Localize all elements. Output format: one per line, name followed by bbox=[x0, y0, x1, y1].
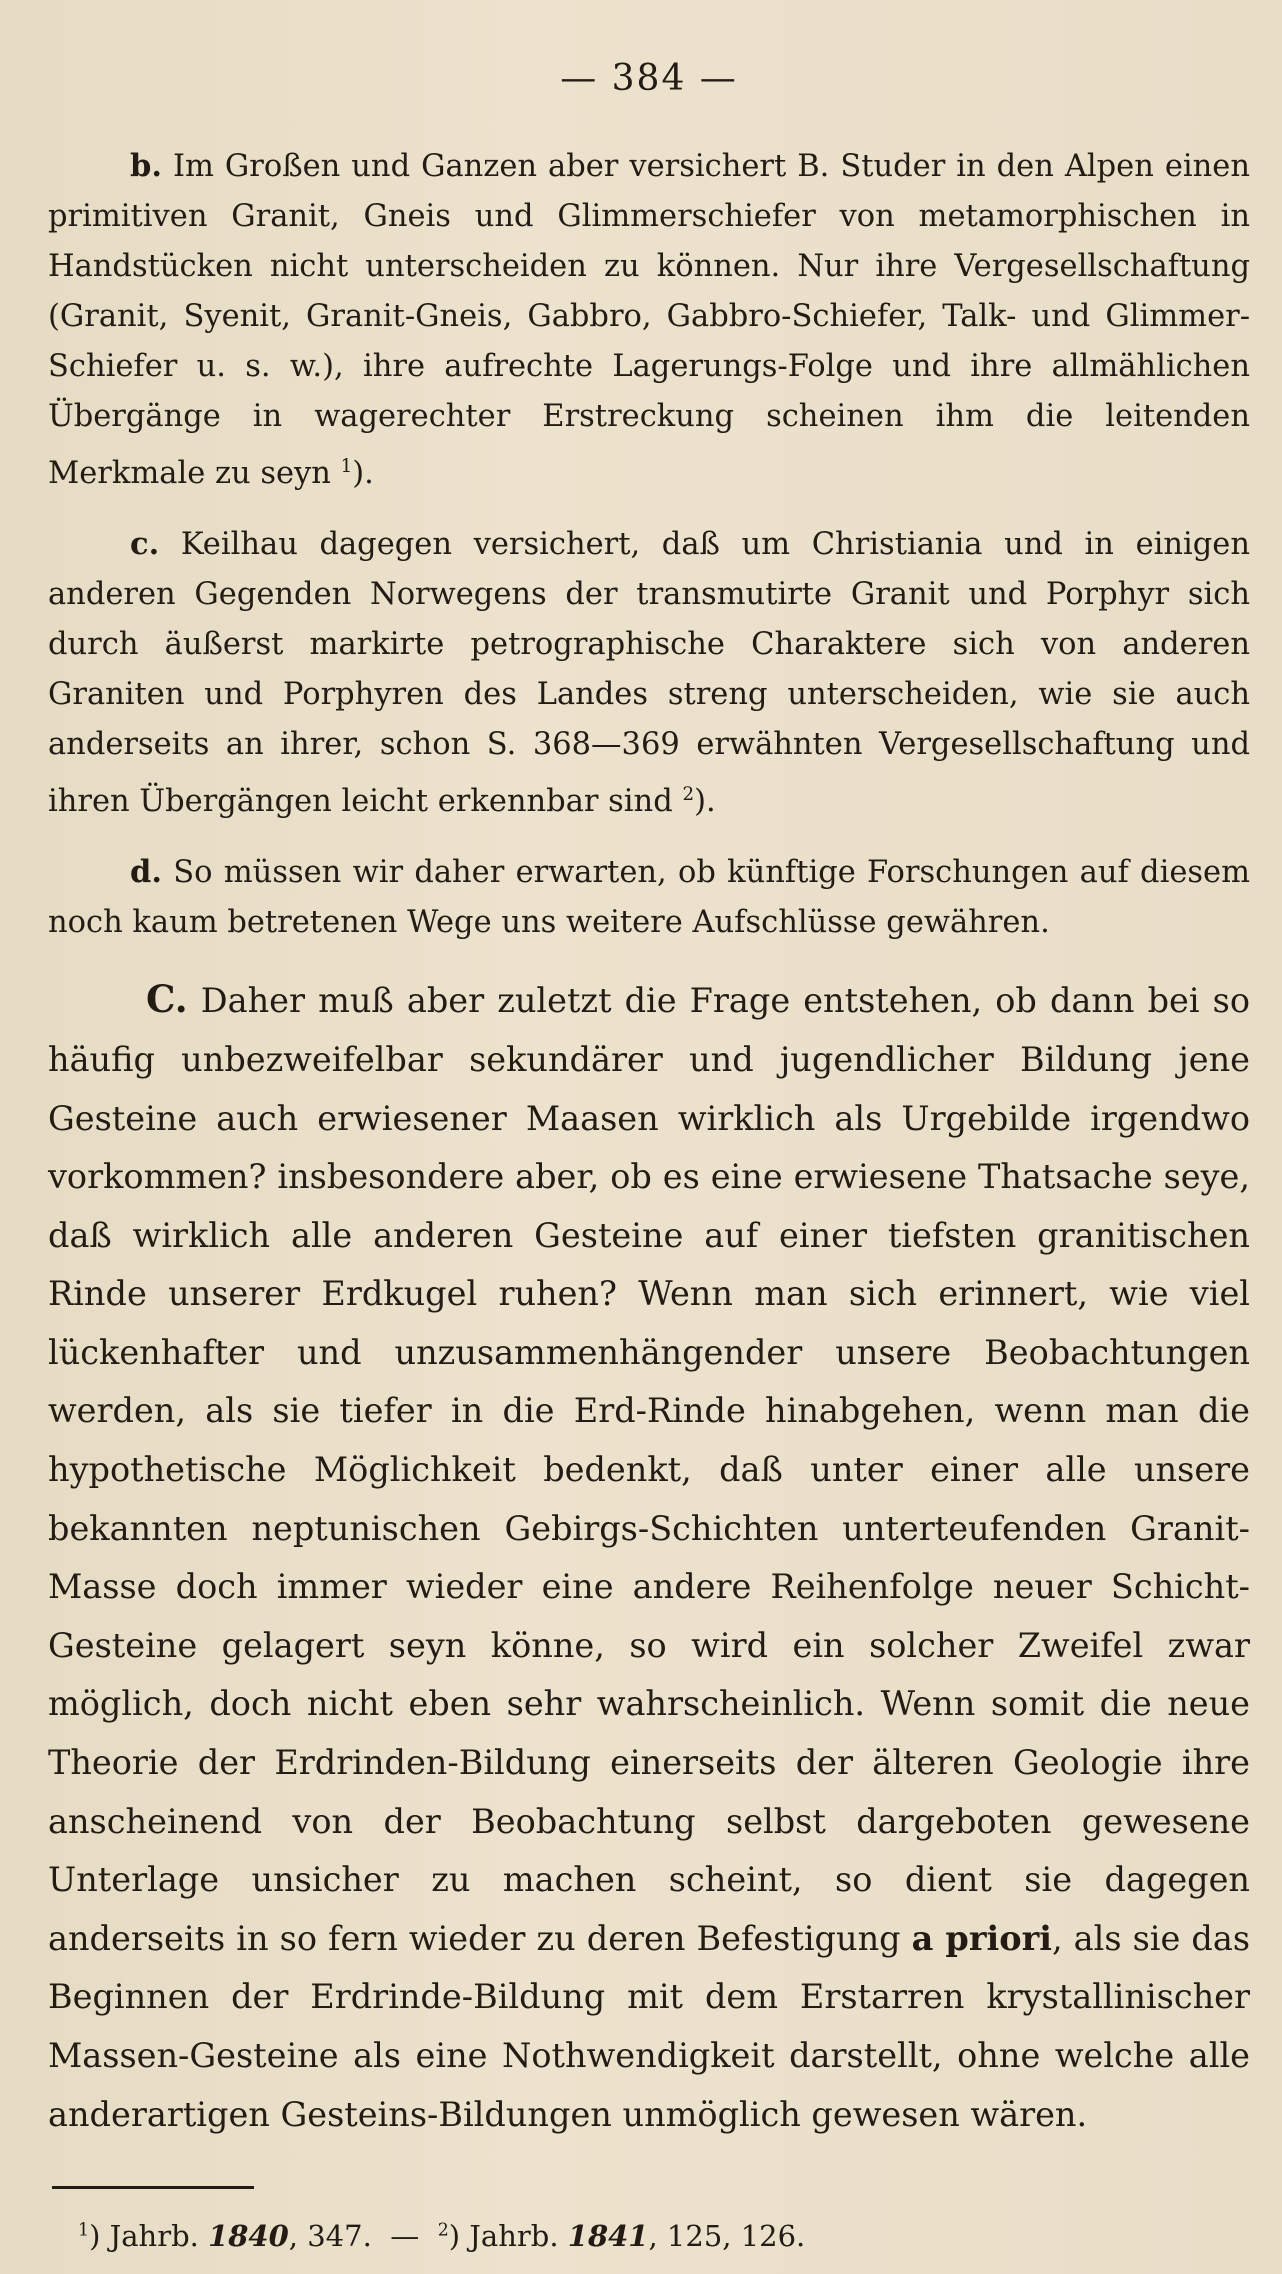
footnote-source: ) Jahrb. bbox=[89, 2219, 209, 2254]
footnote-year: 1840 bbox=[208, 2219, 289, 2254]
footnotes bbox=[48, 2219, 1250, 2253]
paragraph-text: So müssen wir daher erwarten, ob künftige Forschungen auf diesem noch kaum betretenen Wege uns weitere Aufschlüsse gewähren. bbox=[48, 855, 1250, 941]
footnote-year: 1841 bbox=[567, 2219, 649, 2254]
footnote-separator: — bbox=[371, 2219, 438, 2254]
section-label: C. bbox=[146, 977, 188, 1022]
footnote-ref[interactable]: 1 bbox=[340, 456, 353, 477]
footnote-mark: 2 bbox=[437, 2220, 449, 2241]
paragraph-end: ). bbox=[694, 784, 716, 820]
page-number: — 384 — bbox=[560, 58, 738, 99]
paragraph-end: ). bbox=[352, 456, 374, 492]
footnote-mark: 1 bbox=[78, 2220, 90, 2241]
footnote-pages: , 347. bbox=[288, 2219, 372, 2254]
paragraph-text: Daher muß aber zuletzt die Frage entstehen, ob dann bei so häufig unbezweifelbar sekundärer und jugendlicher Bildung jene Gesteine auch erwiesener Maasen wirklich als Urgebilde irgendwo vorkommen? insbesondere aber, ob es eine erwiesene Thatsache seye, daß wirklich alle anderen Gesteine auf einer tiefsten granitischen Rinde unserer Erdkugel ruhen? Wenn man sich erinnert, wie viel lückenhafter und unzusammenhängender unsere Beobachtungen werden, als sie tiefer in die Erd-Rinde hinabgehen, wenn man die hypothetische Möglichkeit bedenkt, daß unter einer alle unsere bekannten neptunischen Gebirgs-Schichten unterteufenden Granit-Masse doch immer wieder eine andere Reihenfolge neuer Schicht-Gesteine gelagert seyn könne, so wird ein solcher Zweifel zwar möglich, doch nicht eben sehr wahrscheinlich. Wenn somit die neue Theorie der Erdrinden-Bildung einerseits der älteren Geologie ihre anscheinend von der Beobachtung selbst dargeboten gewesene Unterlage unsicher zu machen scheint, so dient sie dagegen anderseits in so fern wieder zu deren Befestigung bbox=[48, 981, 1250, 1958]
paragraph-c bbox=[48, 519, 1250, 827]
paragraph-text-end: , als sie das Beginnen der Erdrinde-Bildung mit dem Erstarren krystallinischer Massen-Gesteine als eine Nothwendigkeit darstellt, ohne welche alle anderartigen Gesteins-Bildungen unmöglich gewesen wären. bbox=[48, 1918, 1251, 2134]
footnote-divider bbox=[52, 2186, 254, 2189]
paragraph-label: c. bbox=[130, 526, 160, 563]
footnote-ref[interactable]: 2 bbox=[682, 784, 695, 806]
footnote-source: ) Jahrb. bbox=[448, 2219, 568, 2254]
paragraph-text: Im Großen und Ganzen aber versichert B. Studer in den Alpen einen primitiven Granit, Gneis und Glimmerschiefer von metamorphischen in Handstücken nicht unterscheiden zu können. Nur ihre Vergesellschaftung (Granit, Syenit, Granit-Gneis, Gabbro, Gabbro-Schiefer, Talk- und Glimmer-Schiefer u. s. w.), ihre aufrechte Lagerungs-Folge und ihre allmählichen Übergänge in wagerechter Erstreckung scheinen ihm die leitenden Merkmale zu seyn bbox=[48, 149, 1250, 492]
paragraph-text: Keilhau dagegen versichert, daß um Christiania und in einigen anderen Gegenden Norwegens der transmutirte Granit und Porphyr sich durch äußerst markirte petrographische Charaktere sich von anderen Graniten und Porphyren des Landes streng unterscheiden, wie sie auch anderseits an ihrer, schon S. 368—369 erwähnten Vergesellschaftung und ihren Übergängen leicht erkennbar sind bbox=[48, 527, 1250, 820]
paragraph-d bbox=[48, 847, 1250, 948]
paragraph-label: b. bbox=[130, 148, 162, 184]
paragraph-b bbox=[48, 141, 1250, 499]
paragraph-label: d. bbox=[130, 854, 162, 891]
paragraph-C bbox=[48, 970, 1250, 2144]
emphasis-a-priori: a priori bbox=[911, 1918, 1052, 1958]
footnote-pages: , 125, 126. bbox=[648, 2219, 806, 2254]
